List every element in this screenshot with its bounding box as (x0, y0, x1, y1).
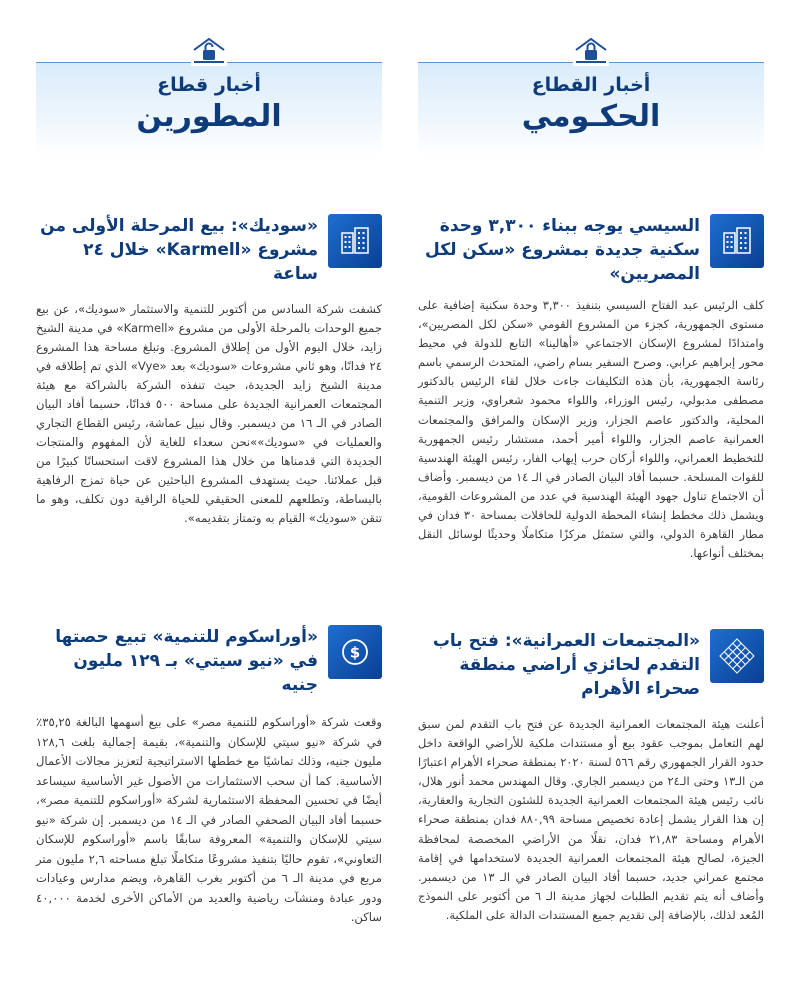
section-subtitle: أخبار قطاع (157, 74, 261, 96)
government-news-column (418, 0, 765, 922)
article-title: «سوديك»: بيع المرحلة الأولى من مشروع «Karmell» خلال ٢٤ ساعة (40, 216, 318, 284)
grid-pattern-icon (710, 629, 764, 683)
building-icon (328, 214, 382, 268)
svg-text:$: $ (349, 643, 361, 662)
section-header-government (418, 0, 764, 140)
lock-open-icon (191, 36, 227, 66)
article-dev-2 (36, 625, 382, 928)
article-body: وقعت شركة «أوراسكوم للتنمية مصر» على بيع أسهمها البالغة ٣٥,٢٥٪ في شركة «نيو سيتي للإسكان والتنمية»، بقيمة إجمالية بلغت ١٢٨,٦ مليون جنيه، وذلك تماشيًا مع خططها الاستراتيجية لتعزيز مجالات الأعمال الأساسية. كما أن سحب الاستثمارات من الأصول غير الأساسية سيساعد أيضًا في تحسين المحفظة الاستثمارية لشركة «أوراسكوم للتنمية مصر»، حسبما أفاد البيان الصحفي الصادر في الـ ١٤ من ديسمبر. إن شركة «نيو سيتي للإسكان والتنمية» المعروفة سابقًا باسم «أوراسكوم للإسكان التعاوني»، تقوم حاليًا بتنفيذ مشروعًا متكاملًا تبلغ مساحته ٢,٦ مليون متر مربع في مدينة الـ ٦ من أكتوبر بغرب القاهرة، ويضم مدارس وعيادات ودور عبادة ومنشآت رياضية والعديد من الأماكن الأخرى لخدمة ٤٠,٠٠٠ ساكن. (36, 715, 382, 924)
article-title: «المجتمعات العمرانية»: فتح باب التقدم لحائزي أراضي منطقة صحراء الأهرام (432, 631, 700, 699)
article-title: السيسي يوجه ببناء ٣,٣٠٠ وحدة سكنية جديدة بمشروع «سكن لكل المصريين» (425, 216, 700, 284)
developers-news-column (36, 0, 383, 924)
article-dev-1 (36, 214, 382, 528)
section-subtitle: أخبار القطاع (531, 74, 651, 96)
section-title: المطورين (136, 99, 282, 134)
article-body: كلف الرئيس عبد الفتاح السيسي بتنفيذ ٣,٣٠٠ وحدة سكنية إضافية على مستوى الجمهورية، كجزء من المشروع القومي «سكن لكل المصريين»، وامتدادًا لمشروع الإسكان الاجتماعي «أهالينا» التابع للدولة في محيط محور إبراهيم عرابي. وصرح السفير بسام راضي، المتحدث الرسمي باسم رئاسة الجمهورية، بأن هذه التكليفات جاءت خلال لقاء الرئيس بالدكتور مصطفى مدبولي، رئيس الوزراء، واللواء محمود شعراوي، وزير التنمية المحلية، والدكتور عاصم الجزار، وزير الإسكان والمرافق والمجتمعات العمرانية عاصم الجزار، واللواء أمير أحمد، مستشار رئيس الجمهورية للتخطيط العمراني، واللواء أركان حرب إيهاب الفار، رئيس الهيئة الهندسية للقوات المسلحة. حسبما أفاد البيان الصادر في الـ ١٤ من ديسمبر. وأضاف أن الاجتماع تناول جهود الهيئة الهندسية في عدد من المشروعات القومية، ويشمل ذلك مخطط إنشاء المحطة الدولية للحافلات بمساحة ٣٠ فدان في مطار القاهرة الدولي، والتي ستمثل مركزًا متكاملًا وحديثًا لوسائل النقل بمختلف أنواعها. (418, 298, 764, 561)
dollar-coin-icon (328, 625, 382, 679)
article-body: أعلنت هيئة المجتمعات العمرانية الجديدة عن فتح باب التقدم لمن سبق لهم التعامل بموجب عقود بيع أو مستندات ملكية للأراضي الواقعة داخل حدود القرار الجمهوري رقم ٥٦٦ لسنة ٢٠٢٠ بمنطقة صحراء الأهرام اعتبارًا من الـ١٣ وحتى الـ٢٤ من ديسمبر الجاري. وقال المهندس محمد أنور هلال، نائب رئيس هيئة المجتمعات العمرانية الجديدة للشئون التجارية والعقارية، إن هذا القرار يشمل إعادة تخصيص مساحة ٨٨٠,٩٩ فدان بمنطقة صحراء الأهرام ومساحة ٢١,٨٣ فدان، نقلًا من الأراضي المخصصة لمحافظة الجيزة، لصالح هيئة المجتمعات العمرانية الجديدة لاستخدامها في إقامة مجتمع عمراني جديد، حسبما أفاد البيان الصادر في الـ ١٣ من ديسمبر. وأضاف أنه يتم تقديم الطلبات لجهاز مدينة الـ ٦ من أكتوبر على النموذج المُعد لذلك، بالإضافة إلى تقديم جميع المستندات الدالة على الملكية. (418, 717, 765, 922)
building-icon (710, 214, 764, 268)
article-gov-2 (418, 629, 764, 925)
article-gov-1 (418, 214, 764, 563)
section-header-developers (36, 0, 382, 140)
article-body: كشفت شركة السادس من أكتوبر للتنمية والاستثمار «سوديك»، عن بيع جميع الوحدات بالمرحلة الأولى من مشروع «Karmell» في مدينة الشيخ زايد، خلال اليوم الأول من إطلاق المشروع. وتبلغ مساحة هذا المشروع ٢٤ فدانًا، وهو ثاني مشروعات «سوديك» بعد «Vye» الذي تم إطلاقه في مدينة الشيخ زايد الجديدة، حيث تنفذه الشركة بالشراكة مع هيئة المجتمعات العمرانية الجديدة على مساحة ٥٠٠ فدانًا، حسبما أفاد البيان الصادر في الـ ١٦ من ديسمبر. وقال نبيل عماشة، رئيس القطاع التجاري والعمليات في «سوديك»»نحن سعداء للغاية لأن المفهوم والمنتجات الجديدة التي قدمناها من خلال هذا المشروع لاقت استحسانًا كبيرًا من قبل عملائنا. حيث يستهدف المشروع الباحثين عن حياة تمزج الرفاهية بالبساطة، وتطلعهم للمعنى الحقيقي للحياة الراقية دون تكلف، وهو ما تتقن «سوديك» القيام به وتمتاز بتقديمه». (36, 302, 383, 525)
article-title: «أوراسكوم للتنمية» تبيع حصتها في «نيو سيتي» بـ ١٢٩ مليون جنيه (55, 627, 318, 695)
section-title: الحكـومي (521, 99, 661, 134)
lock-closed-icon (573, 36, 609, 66)
